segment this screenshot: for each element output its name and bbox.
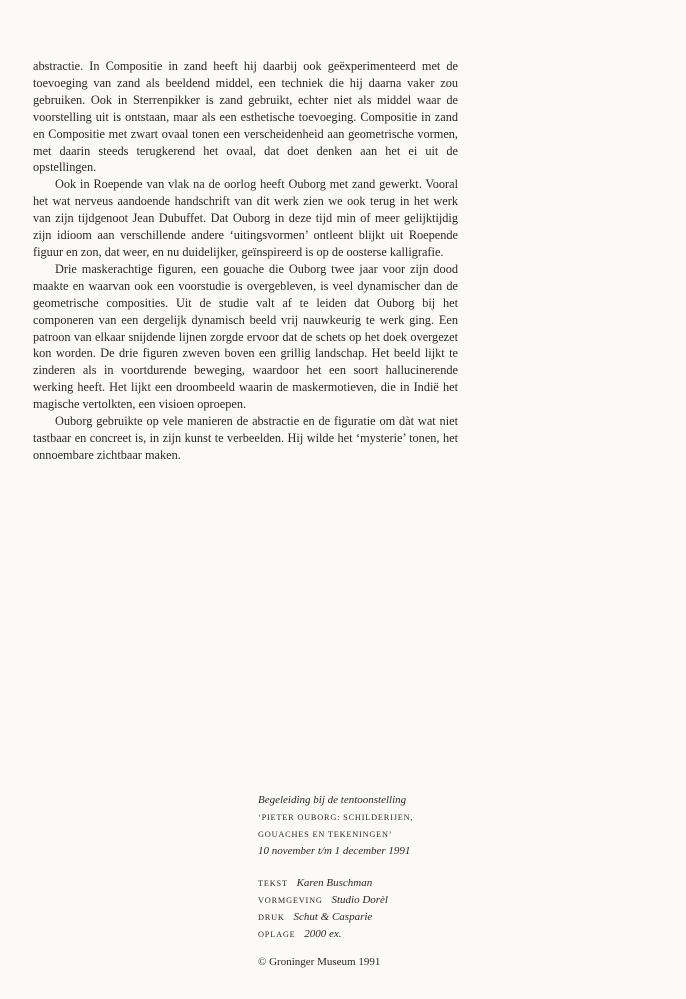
exhibition-title-line-2: GOUACHES EN TEKENINGEN’ [258,830,393,839]
credit-design [258,892,498,909]
credit-label: VORMGEVING [258,896,323,905]
credit-text [258,875,498,892]
exhibition-title-line-1: ‘PIETER OUBORG: SCHILDERIJEN, [258,813,414,822]
paragraph-1: abstractie. In Compositie in zand heeft hij daarbij ook geëxperimenteerd met de toevoeging van zand als beeldend middel, een techniek die hij daarna vaker zou gebruiken. Ook in Sterrenpikker is zand gebruikt, echter niet als middel waar de voorstelling uit is ontstaan, maar als een esthetische toevoeging. Compositie in zand en Compositie met zwart ovaal tonen een verscheidenheid aan geometrische vormen, met daarin steeds terugkerend het ovaal, dat doet denken aan het ei uit de opstellingen. [33,59,458,175]
credit-value: Studio Dorèl [331,894,388,906]
credits-list [258,875,498,943]
paragraph-2: Ook in Roepende van vlak na de oorlog heeft Ouborg met zand gewerkt. Vooral het wat nerveus aandoende handschrift van dit werk zien we ook terug in het werk van zijn tijdgenoot Jean Dubuffet. Dat Ouborg in deze tijd min of meer gelijktijdig zijn idioom aan verschillende andere ‘uitingsvormen’ ontleent blijkt uit Roepende figuur en zon, dat weer, en nu duidelijker, geïnspireerd is op de oosterse kalligrafie. [33,177,458,259]
colophon [258,792,498,971]
body-text [33,58,458,464]
copyright-notice: © Groninger Museum 1991 [258,956,381,968]
credit-print [258,909,498,926]
credit-label: DRUK [258,913,285,922]
exhibition-dates: 10 november t/m 1 december 1991 [258,845,411,857]
credit-label: TEKST [258,879,288,888]
credit-value: 2000 ex. [304,928,342,940]
paragraph-3: Drie maskerachtige figuren, een gouache die Ouborg twee jaar voor zijn dood maakte en waarvan ook een voorstudie is overgebleven, is veel dynamischer dan de geometrische composities. Uit de studie valt af te leiden dat Ouborg bij het componeren van een dergelijk dynamisch beeld vrij nauwkeurig te werk ging. Een patroon van elkaar snijdende lijnen zorgde ervoor dat de schets op het doek overgezet kon worden. De drie figuren zweven boven een grillig landschap. Het beeld lijkt te zinderen als in voortdurende beweging, waardoor het een soort hallucinerende werking heeft. Het lijkt een droombeeld waarin de maskermotieven, die in Indië het magische vertolkten, een visioen oproepen. [33,261,458,412]
credit-edition [258,926,498,943]
credit-value: Schut & Casparie [293,911,373,923]
credit-value: Karen Buschman [296,877,373,889]
colophon-intro: Begeleiding bij de tentoonstelling [258,794,407,806]
paragraph-4: Ouborg gebruikte op vele manieren de abstractie en de figuratie om dàt wat niet tastbaar en concreet is, in zijn kunst te verbeelden. Hij wilde het ‘mysterie’ tonen, het onnoembare zichtbaar maken. [33,414,458,462]
credit-label: OPLAGE [258,930,296,939]
